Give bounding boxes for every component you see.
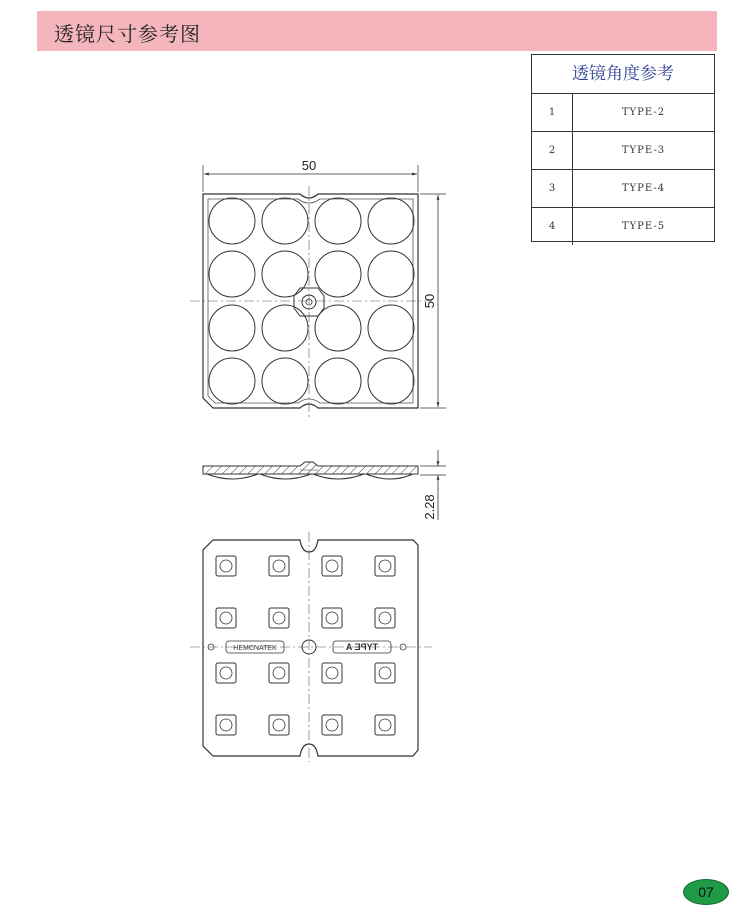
row-index: 4 — [532, 208, 573, 245]
row-type: TYPE-5 — [621, 221, 666, 232]
lens-base-dome — [220, 667, 232, 679]
lens-base-dome — [326, 612, 338, 624]
lens-base-dome — [326, 560, 338, 572]
angle-table-title: 透镜角度参考 — [532, 55, 714, 94]
lens-base-square — [322, 556, 342, 576]
lens-base-dome — [379, 667, 391, 679]
lens-base-square — [216, 715, 236, 735]
page-number-badge: 07 — [683, 879, 729, 905]
lens-circle — [209, 358, 255, 404]
lens-base-square — [269, 608, 289, 628]
lens-circle — [262, 198, 308, 244]
height-dimension-label: 50 — [422, 293, 437, 309]
lens-base-square — [269, 663, 289, 683]
lens-base-dome — [326, 719, 338, 731]
lens-base-square — [216, 608, 236, 628]
lens-base-dome — [379, 560, 391, 572]
lens-circle — [368, 305, 414, 351]
top-view — [190, 158, 446, 418]
side-view-plate — [203, 462, 418, 474]
width-dimension-label: 50 — [301, 158, 317, 173]
lens-base-square — [269, 556, 289, 576]
lens-circle — [315, 251, 361, 297]
lens-circle — [315, 358, 361, 404]
lens-base-square — [375, 715, 395, 735]
side-view — [203, 450, 446, 520]
lens-circle — [209, 305, 255, 351]
page-title: 透镜尺寸参考图 — [54, 22, 201, 46]
thickness-dimension-label: 2.28 — [422, 494, 437, 520]
emboss-left-text: HEMCNATEK — [233, 645, 277, 652]
lens-base-dome — [273, 612, 285, 624]
lens-circle — [368, 358, 414, 404]
lens-base-square — [375, 556, 395, 576]
lens-base-square — [375, 663, 395, 683]
side-view-lens-domes — [207, 474, 413, 479]
lens-base-dome — [220, 719, 232, 731]
lens-base-dome — [273, 719, 285, 731]
lens-base-square — [216, 556, 236, 576]
lens-base-square — [269, 715, 289, 735]
row-index: 3 — [532, 170, 573, 207]
lens-circle — [209, 198, 255, 244]
emboss-right-text: TYPE A — [345, 642, 379, 652]
row-type: TYPE-4 — [621, 183, 666, 194]
row-type: TYPE-2 — [621, 107, 666, 118]
lens-circle — [262, 251, 308, 297]
lens-base-dome — [379, 719, 391, 731]
lens-base-dome — [220, 560, 232, 572]
lens-base-dome — [326, 667, 338, 679]
lens-circle — [368, 251, 414, 297]
lens-base-square — [322, 608, 342, 628]
row-index: 1 — [532, 94, 573, 131]
lens-circle — [262, 305, 308, 351]
lens-base-dome — [220, 612, 232, 624]
top-view-inner-outline — [208, 199, 413, 403]
lens-base-square — [322, 663, 342, 683]
lens-base-dome — [379, 612, 391, 624]
lens-base-dome — [273, 560, 285, 572]
lens-base-square — [375, 608, 395, 628]
lens-base-dome — [273, 667, 285, 679]
lens-circle — [315, 305, 361, 351]
row-index: 2 — [532, 132, 573, 169]
bottom-view — [190, 532, 432, 762]
lens-circle — [262, 358, 308, 404]
row-type: TYPE-3 — [621, 145, 666, 156]
lens-base-square — [216, 663, 236, 683]
lens-circle — [368, 198, 414, 244]
lens-circle — [315, 198, 361, 244]
lens-base-square — [322, 715, 342, 735]
lens-circle — [209, 251, 255, 297]
